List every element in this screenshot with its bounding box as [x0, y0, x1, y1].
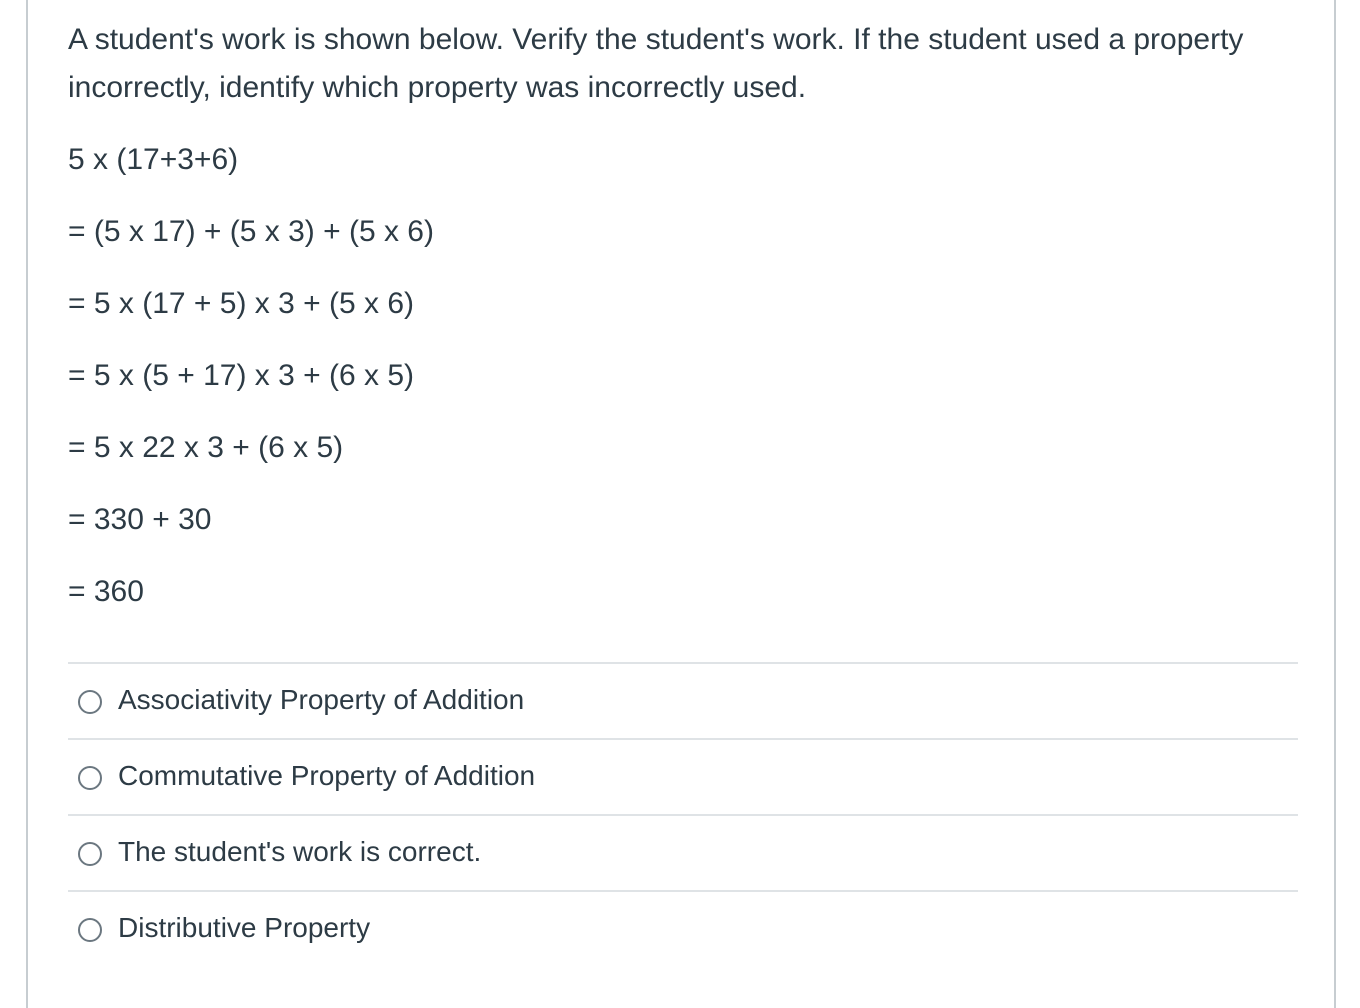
- answer-option-correct[interactable]: [68, 814, 1298, 890]
- answer-option-associativity[interactable]: [68, 662, 1298, 738]
- answer-label[interactable]: Distributive Property: [118, 912, 371, 943]
- answer-label[interactable]: Associativity Property of Addition: [118, 684, 525, 715]
- radio-button[interactable]: [78, 918, 102, 942]
- answer-options: [68, 662, 1298, 966]
- work-line-3: = 5 x (17 + 5) x 3 + (5 x 6): [68, 287, 414, 320]
- work-line-2: = (5 x 17) + (5 x 3) + (5 x 6): [68, 215, 434, 248]
- work-line-1: 5 x (17+3+6): [68, 143, 239, 176]
- radio-button[interactable]: [78, 690, 102, 714]
- answer-option-distributive[interactable]: [68, 890, 1298, 966]
- answer-label[interactable]: The student's work is correct.: [118, 836, 482, 867]
- radio-button[interactable]: [78, 842, 102, 866]
- question-prompt: A student's work is shown below. Verify the student's work. If the student used a property incorrectly, identify which property was incorrectly used.: [68, 23, 1244, 104]
- radio-button[interactable]: [78, 766, 102, 790]
- answer-label[interactable]: Commutative Property of Addition: [118, 760, 536, 791]
- work-line-4: = 5 x (5 + 17) x 3 + (6 x 5): [68, 359, 414, 392]
- work-line-7: = 360: [68, 575, 144, 608]
- answer-option-commutative[interactable]: [68, 738, 1298, 814]
- work-line-6: = 330 + 30: [68, 503, 212, 536]
- work-line-5: = 5 x 22 x 3 + (6 x 5): [68, 431, 344, 464]
